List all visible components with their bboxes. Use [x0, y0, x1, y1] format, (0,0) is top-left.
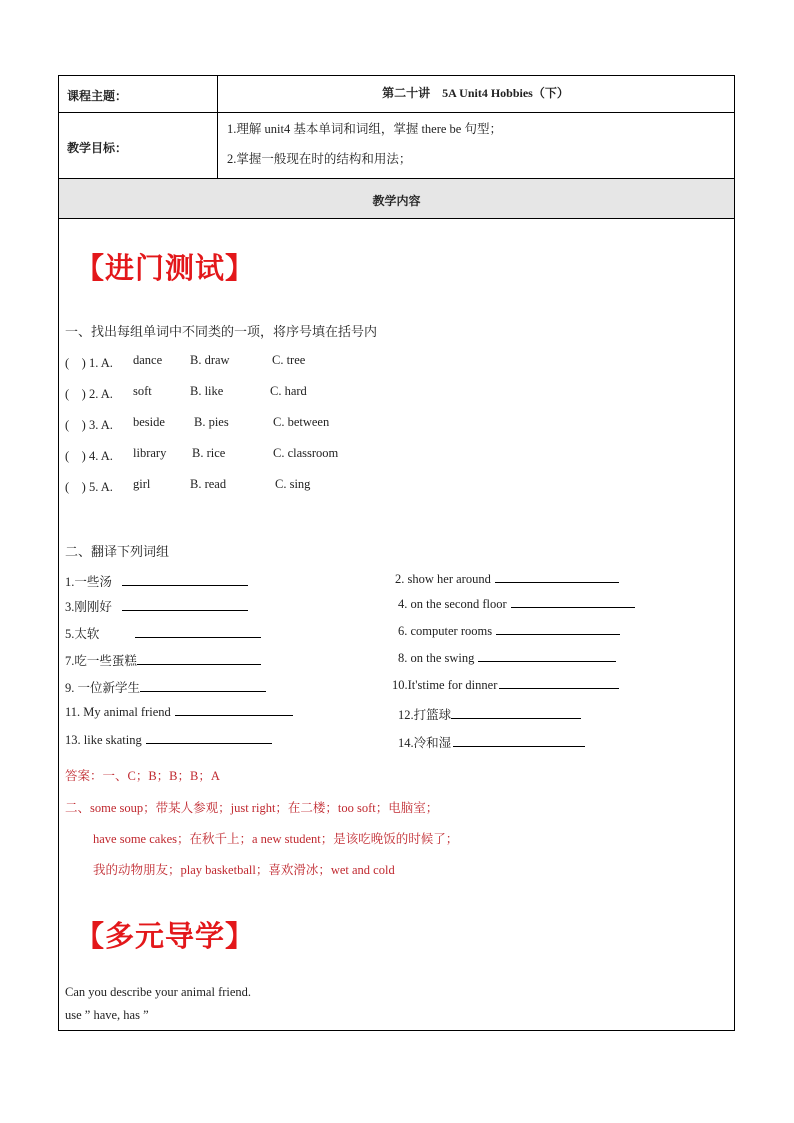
goal-row — [59, 113, 734, 179]
part1-heading: 一、找出每组单词中不同类的一项，将序号填在括号内 — [65, 325, 378, 340]
guide-line-2: use ” have, has ” — [65, 1008, 149, 1022]
phrase-item: 5.太软 — [65, 624, 261, 642]
section-title-guided-learning: 【多元导学】 — [75, 919, 256, 953]
phrase-item: 6. computer rooms — [398, 624, 620, 639]
answer-line-2: 二、some soup；带某人参观；just right；在二楼；too soft；电脑室； — [65, 801, 439, 815]
topic-row — [59, 76, 734, 113]
phrase-item: 3.刚刚好 — [65, 597, 248, 615]
content-label: 教学内容 — [372, 194, 421, 208]
topic-label: 课程主题： — [67, 89, 128, 103]
phrase-item: 8. on the swing — [398, 651, 616, 666]
goal-1: 1.理解 unit4 基本单词和词组，掌握 there be 句型； — [227, 122, 502, 136]
phrase-item: 4. on the second floor — [398, 597, 635, 612]
content-header-row — [59, 179, 734, 219]
answer-line-1: 答案：一、C；B；B；B；A — [65, 769, 220, 783]
phrase-item: 10.It'stime for dinner — [392, 678, 619, 693]
phrase-item: 11. My animal friend — [65, 705, 293, 720]
phrase-item: 2. show her around — [395, 572, 619, 587]
part2-heading: 二、翻译下列词组 — [65, 545, 170, 560]
phrase-item: 1.一些汤 — [65, 572, 248, 590]
phrase-item: 14.冷和湿 — [398, 733, 585, 751]
topic-value: 第二十讲 5A Unit4 Hobbies（下） — [382, 86, 569, 100]
section-title-entry-test: 【进门测试】 — [75, 251, 256, 285]
phrase-item: 9. 一位新学生 — [65, 678, 266, 696]
answer-line-4: 我的动物朋友；play basketball；喜欢滑冰；wet and cold — [93, 863, 395, 877]
goal-2: 2.掌握一般现在时的结构和用法； — [227, 152, 412, 166]
goal-label: 教学目标： — [67, 141, 128, 155]
answer-line-3: have some cakes；在秋千上；a new student；是该吃晚饭的时候了； — [93, 832, 459, 846]
phrase-item: 13. like skating — [65, 733, 272, 748]
phrase-item: 12.打篮球 — [398, 705, 581, 723]
phrase-item: 7.吃一些蛋糕 — [65, 651, 261, 669]
worksheet: 课程主题： 第二十讲 5A Unit4 Hobbies（下） 教学目标： 1.理解 unit4 基本单词和词组，掌握 there be 句型； 2.掌握一般现在时的结构和用法； 教学内容 【进门测试】 一、找出每组单词中不同类的一项，将序号填在括号内 ( ) 1. A. dance B. draw C. tree ( ) 2. A. soft B. like C. hard ( ) 3. A. beside B. pies C. between ( ) 4. A. library B. rice C. classroom ( ) 5. A. girl B. read C. sing 二、翻译下列词组 1.一些汤 3.刚刚好 5.太软 7.吃一些蛋糕 9. 一位新学生 11. My animal friend 13. like skating 2. show her around 4. on the second floor 6. computer rooms 8. on the swing 10.It'stime for dinner 12.打篮球 14.冷和湿 答案：一、C；B；B；B；A 二、some soup；带某人参观；just right；在二楼；too soft；电脑室； have some cakes；在秋千上；a new student；是该吃晚饭的时候了； 我的动物朋友；play basketball；喜欢滑冰；wet and cold 【多元导学】 Can you describe your animal friend. use ” have, has ” — [58, 75, 735, 1031]
guide-line-1: Can you describe your animal friend. — [65, 985, 252, 999]
column-divider — [217, 76, 218, 179]
